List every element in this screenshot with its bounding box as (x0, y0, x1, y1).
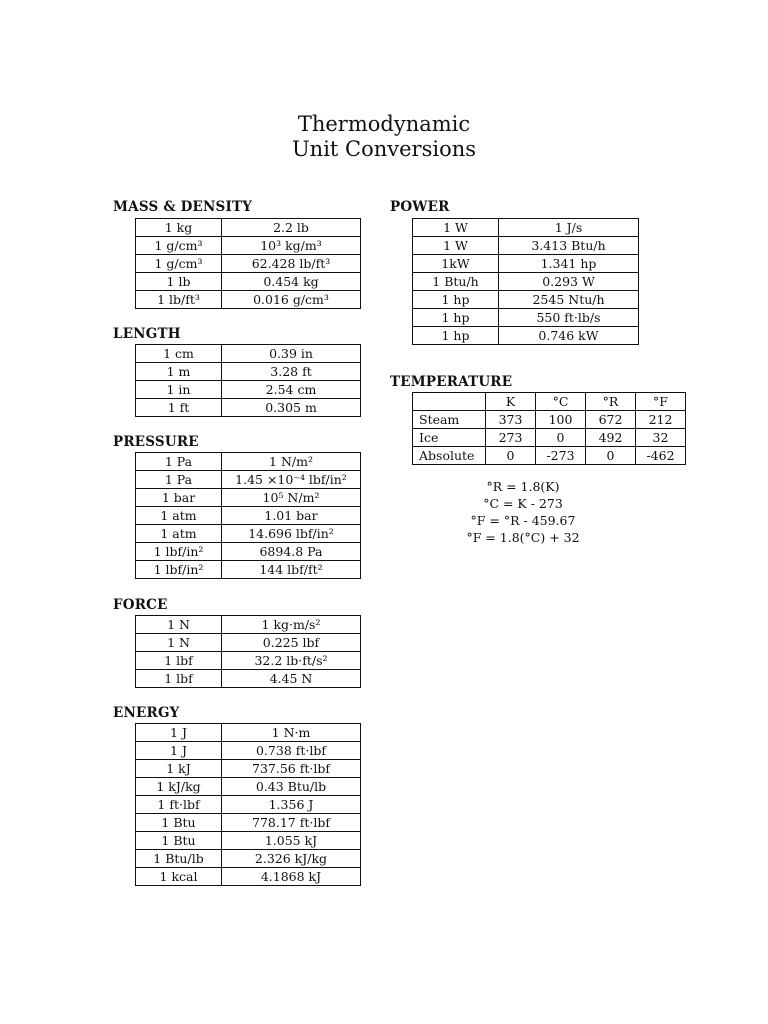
mass-density-table (135, 218, 361, 309)
table-cell: 10³ kg/m³ (222, 237, 361, 255)
table-cell: 2545 Ntu/h (499, 291, 639, 309)
table-cell: 273 (486, 429, 536, 447)
length-section (113, 326, 361, 417)
table-row (413, 327, 639, 345)
table-cell: 1 kg·m/s² (222, 616, 361, 634)
table-cell: K (486, 393, 536, 411)
table-row (413, 273, 639, 291)
table-row (136, 814, 361, 832)
table-cell: 0.016 g/cm³ (222, 291, 361, 309)
table-cell: 1.45 ×10⁻⁴ lbf/in² (222, 471, 361, 489)
table-cell: 0.43 Btu/lb (222, 778, 361, 796)
page-title (0, 112, 768, 162)
table-row (136, 489, 361, 507)
section-heading: PRESSURE (113, 434, 199, 450)
table-cell: 0.39 in (222, 345, 361, 363)
formula-line: °F = 1.8(°C) + 32 (466, 530, 580, 545)
table-cell: -462 (636, 447, 686, 465)
temperature-table (412, 392, 686, 465)
header-row (413, 393, 686, 411)
force-table (135, 615, 361, 688)
table-cell: 1 Btu/h (413, 273, 499, 291)
formula-line: °F = °R - 459.67 (470, 513, 576, 528)
table-row (136, 670, 361, 688)
table-cell: 550 ft·lb/s (499, 309, 639, 327)
table-cell: 492 (586, 429, 636, 447)
table-row (136, 381, 361, 399)
table-row (136, 778, 361, 796)
table-cell: 100 (536, 411, 586, 429)
table-row (136, 525, 361, 543)
section-heading: ENERGY (113, 705, 180, 721)
table-cell: 778.17 ft·lbf (222, 814, 361, 832)
table-row (136, 832, 361, 850)
table-cell: 373 (486, 411, 536, 429)
table-cell: 144 lbf/ft² (222, 561, 361, 579)
title-line-1: Thermodynamic (297, 112, 471, 136)
section-heading: POWER (390, 199, 450, 215)
table-row (136, 850, 361, 868)
length-table (135, 344, 361, 417)
table-cell: 1 Pa (136, 471, 222, 489)
table-cell: 1 atm (136, 525, 222, 543)
table-row (413, 219, 639, 237)
table-row (413, 309, 639, 327)
table-row (136, 507, 361, 525)
table-row (136, 796, 361, 814)
table-row (136, 291, 361, 309)
table-cell: 1.01 bar (222, 507, 361, 525)
force-section (113, 597, 361, 688)
table-cell: 1.341 hp (499, 255, 639, 273)
table-cell: 0.305 m (222, 399, 361, 417)
table-cell: 1 hp (413, 327, 499, 345)
table-cell (413, 393, 486, 411)
table-cell: 1 hp (413, 291, 499, 309)
table-cell: 3.413 Btu/h (499, 237, 639, 255)
table-cell: 1 J (136, 724, 222, 742)
table-cell: 1 g/cm³ (136, 255, 222, 273)
table-row (136, 453, 361, 471)
table-cell: 14.696 lbf/in² (222, 525, 361, 543)
table-cell: 1 cm (136, 345, 222, 363)
table-cell: 737.56 ft·lbf (222, 760, 361, 778)
section-heading: MASS & DENSITY (113, 199, 253, 215)
table-cell: °C (536, 393, 586, 411)
energy-section (113, 705, 361, 886)
table-cell: 1 kcal (136, 868, 222, 886)
table-cell: 2.54 cm (222, 381, 361, 399)
table-row (136, 219, 361, 237)
table-row (136, 616, 361, 634)
table-row (136, 561, 361, 579)
table-cell: 6894.8 Pa (222, 543, 361, 561)
energy-table (135, 723, 361, 886)
table-cell: 62.428 lb/ft³ (222, 255, 361, 273)
table-cell: 32.2 lb·ft/s² (222, 652, 361, 670)
table-cell: 10⁵ N/m² (222, 489, 361, 507)
table-row (136, 742, 361, 760)
table-cell: °F (636, 393, 686, 411)
section-heading: FORCE (113, 597, 168, 613)
pressure-table (135, 452, 361, 579)
table-cell: 2.326 kJ/kg (222, 850, 361, 868)
table-cell: 1 m (136, 363, 222, 381)
table-row (136, 399, 361, 417)
table-row (136, 543, 361, 561)
table-row (413, 255, 639, 273)
table-cell: 672 (586, 411, 636, 429)
formula-line: °C = K - 273 (483, 496, 563, 511)
title-line-2: Unit Conversions (291, 137, 477, 161)
section-heading: TEMPERATURE (390, 374, 513, 390)
table-cell: 1 Btu/lb (136, 850, 222, 868)
table-cell: 0.746 kW (499, 327, 639, 345)
table-cell: 1 Pa (136, 453, 222, 471)
table-cell: 0 (586, 447, 636, 465)
table-cell: 212 (636, 411, 686, 429)
table-cell: 1kW (413, 255, 499, 273)
table-cell: 4.45 N (222, 670, 361, 688)
table-row (136, 471, 361, 489)
table-row (136, 724, 361, 742)
table-cell: 1 J (136, 742, 222, 760)
table-row (136, 273, 361, 291)
table-row (136, 634, 361, 652)
table-cell: 1 lbf (136, 670, 222, 688)
table-cell: 1 atm (136, 507, 222, 525)
table-row (136, 255, 361, 273)
table-row (136, 363, 361, 381)
table-cell: -273 (536, 447, 586, 465)
table-cell: Steam (413, 411, 486, 429)
table-cell: 0.225 lbf (222, 634, 361, 652)
table-row (413, 447, 686, 465)
table-cell: 1 N (136, 634, 222, 652)
table-cell: 32 (636, 429, 686, 447)
table-cell: 1 lb (136, 273, 222, 291)
table-cell: 1 lb/ft³ (136, 291, 222, 309)
table-row (136, 652, 361, 670)
formula-line: °R = 1.8(K) (486, 479, 560, 494)
table-cell: 0 (536, 429, 586, 447)
table-cell: 1 kJ/kg (136, 778, 222, 796)
power-section (390, 199, 639, 345)
table-cell: 1 in (136, 381, 222, 399)
pressure-section (113, 434, 361, 579)
table-cell: 1 lbf/in² (136, 561, 222, 579)
table-row (136, 237, 361, 255)
table-cell: 0.738 ft·lbf (222, 742, 361, 760)
table-row (136, 868, 361, 886)
table-row (413, 291, 639, 309)
table-cell: 1 W (413, 237, 499, 255)
table-cell: 1.356 J (222, 796, 361, 814)
table-cell: 2.2 lb (222, 219, 361, 237)
temperature-formulas (412, 478, 634, 546)
table-cell: 0.293 W (499, 273, 639, 291)
table-cell: 1 lbf (136, 652, 222, 670)
table-cell: Ice (413, 429, 486, 447)
table-cell: Absolute (413, 447, 486, 465)
table-cell: 1 kg (136, 219, 222, 237)
mass-density-section (113, 199, 361, 309)
table-cell: 1 ft (136, 399, 222, 417)
table-cell: 1 bar (136, 489, 222, 507)
table-cell: 1 W (413, 219, 499, 237)
table-cell: 1 kJ (136, 760, 222, 778)
table-cell: 1 Btu (136, 832, 222, 850)
power-table (412, 218, 639, 345)
table-cell: 1 N (136, 616, 222, 634)
section-heading: LENGTH (113, 326, 181, 342)
table-cell: °R (586, 393, 636, 411)
table-cell: 1 J/s (499, 219, 639, 237)
table-cell: 1 N·m (222, 724, 361, 742)
table-cell: 3.28 ft (222, 363, 361, 381)
table-row (413, 237, 639, 255)
table-cell: 1 Btu (136, 814, 222, 832)
table-cell: 0.454 kg (222, 273, 361, 291)
table-row (413, 429, 686, 447)
table-cell: 1 ft·lbf (136, 796, 222, 814)
temperature-section (390, 374, 686, 465)
table-cell: 0 (486, 447, 536, 465)
table-cell: 1 g/cm³ (136, 237, 222, 255)
table-row (413, 411, 686, 429)
table-cell: 1 hp (413, 309, 499, 327)
table-cell: 1 N/m² (222, 453, 361, 471)
table-row (136, 345, 361, 363)
table-cell: 1.055 kJ (222, 832, 361, 850)
table-row (136, 760, 361, 778)
table-cell: 1 lbf/in² (136, 543, 222, 561)
table-cell: 4.1868 kJ (222, 868, 361, 886)
